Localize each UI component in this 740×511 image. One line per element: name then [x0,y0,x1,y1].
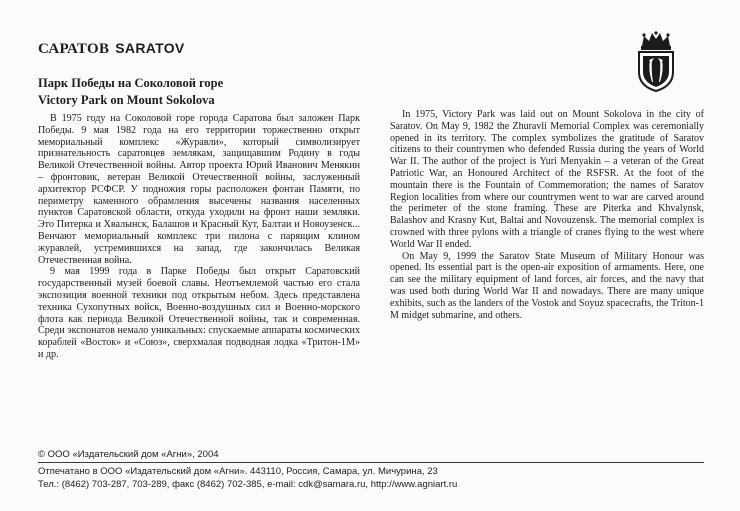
title-en: SARATOV [115,40,185,56]
footer-divider [38,462,704,463]
page-title [38,40,185,58]
title-ru: САРАТОВ [38,41,110,57]
contact-info: Тел.: (8462) 703-287, 703-289, факс (8462) 702-385, e-mail: cdk@samara.ru, http://www.agniart.ru [38,479,458,490]
copyright-notice: © ООО «Издательский дом «Агни», 2004 [38,449,219,460]
paragraph-en-1: In 1975, Victory Park was laid out on Mount Sokolova in the city of Saratov. On May 9, 1982 the Zhuravli Memorial Complex was ceremonially opened in its territory. The complex symbolizes the gratitude of Saratov citizens to their countrymen who defended Russia during the years of World War II. The author of the project is Yuri Menyakin – a veteran of the Great Patriotic War, an Honoured Architect of the RSFSR. At the foot of the mountain there is the Fountain of Commemoration; the names of Saratov Region localities from where our countrymen went to war are carved around the perimeter of the stone framing. These are Piterka and Khvalynsk, Balashov and Krasny Kut, Baltai and Novouzensk. The memorial complex is crowned with three pylons with a triangle of cranes flying to the west where World War II ended. [390,109,704,250]
body-text-ru [38,113,360,361]
saratov-coat-of-arms-icon [632,30,680,92]
subtitle-en: Victory Park on Mount Sokolova [38,93,215,107]
printer-info: Отпечатано в ООО «Издательский дом «Агни». 443110, Россия, Самара, ул. Мичурина, 23 [38,466,438,477]
subtitle-ru: Парк Победы на Соколовой горе [38,76,224,90]
body-text-en [390,109,704,321]
paragraph-ru-2: 9 мая 1999 года в Парке Победы был открыт Саратовский государственный музей боевой славы. Неотъемлемой частью его стала экспозиция военной техники под открытым небом. Здесь представлена техника Сухопутных войск, Военно-воздушных сил и Военно-морского флота как периода Великой Отечественной войны, так и современная. Среди экспонатов немало уникальных: спускаемые аппараты космических кораблей «Восток» и «Союз», сверхмалая подводная лодка «Тритон-1М» и др. [38,266,360,360]
paragraph-ru-1: В 1975 году на Соколовой горе города Саратова был заложен Парк Победы. 9 мая 1982 года на его территории торжественно открыт мемориальный комплекс «Журавли», который символизирует признательность саратовцев землякам, защищавшим Родину в годы Великой Отечественной войны. Автор проекта Юрий Иванович Менякин – фронтовик, ветеран Великой Отечественной войны, заслуженный архитектор РСФСР. У подножия горы расположен фонтан Памяти, по периметру каменного обрамления высечены названия населенных пунктов Саратовской области, откуда уходили на фронт наши земляки. Это Питерка и Хвалынск, Балашов и Красный Кут, Балтаи и Новоузенск... Венчают мемориальный комплекс три пилона с парящим клином журавлей, устремившихся на запад, где закончилась Великая Отечественная война. [38,113,360,266]
paragraph-en-2: On May 9, 1999 the Saratov State Museum of Military Honour was opened. Its essential part is the open-air exposition of armaments. Here, one can see the military equipment of land forces, air forces, and the navy that was used both during World War II and nowadays. There are many unique exhibits, such as the landers of the Vostok and Soyuz spacecrafts, the Triton-1 M midget submarine, and others. [390,250,704,321]
